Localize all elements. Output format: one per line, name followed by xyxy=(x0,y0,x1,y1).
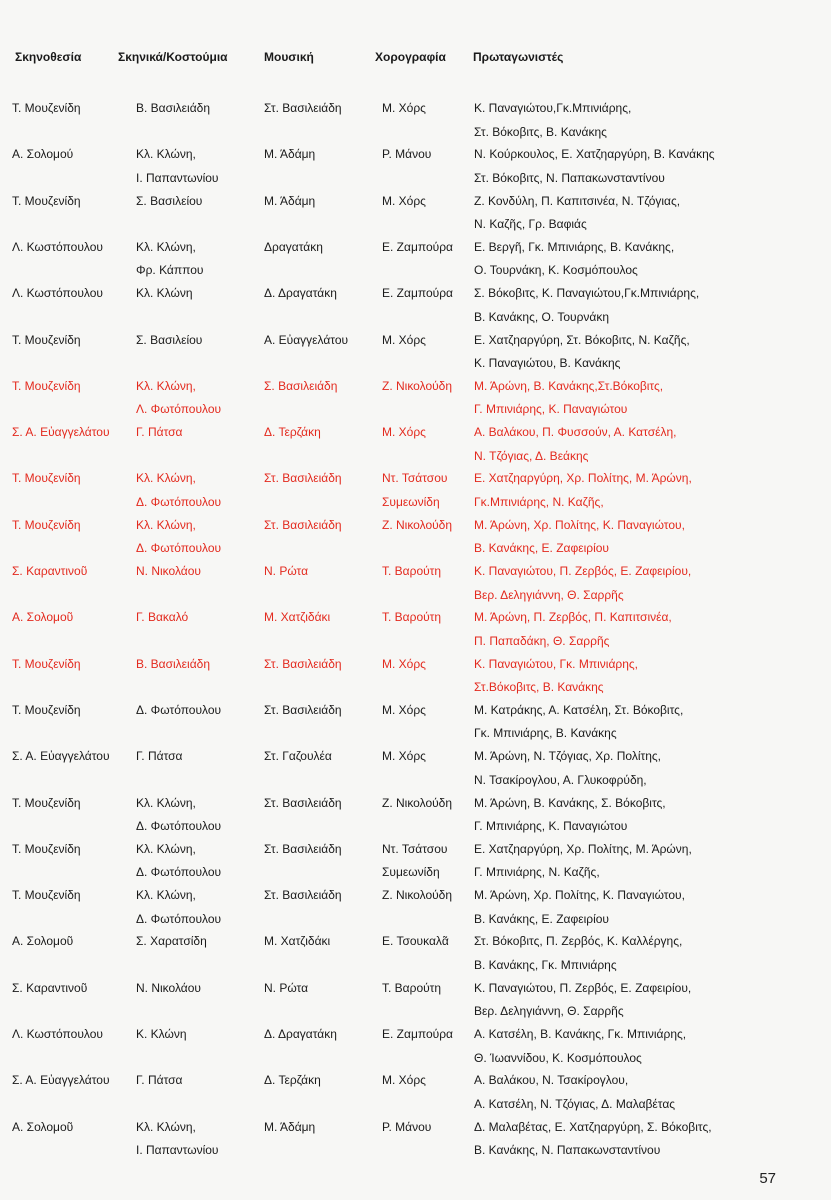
music-cell xyxy=(264,375,376,399)
music-cell xyxy=(264,1116,376,1140)
cast-cell xyxy=(474,514,794,561)
cell-line: Μ. Άρώνη, Π. Ζερβός, Π. Καπιτσινέα, xyxy=(474,610,672,625)
cell-line: Τ. Μουζενίδη xyxy=(12,795,81,810)
cell-line: Α. Σολομοῦ xyxy=(12,610,74,625)
cell-line: Λ. Κωστόπουλου xyxy=(12,239,103,254)
cell-line: Στ. Βασιλειάδη xyxy=(264,517,342,532)
cell-line: Κ. Παναγιώτου, Β. Κανάκης xyxy=(474,356,621,370)
choreography-cell xyxy=(382,97,472,121)
table-row xyxy=(0,838,831,884)
cast-cell xyxy=(474,930,794,977)
director-cell xyxy=(12,884,130,908)
cast-cell xyxy=(474,375,794,422)
sets-cell xyxy=(136,838,258,885)
table-row xyxy=(0,1069,831,1115)
cell-line: Β. Κανάκης, Ο. Τουρνάκη xyxy=(474,309,609,324)
music-cell xyxy=(264,143,376,167)
music-cell xyxy=(264,977,376,1001)
cell-line: Ε. Χατζηαργύρη, Χρ. Πολίτης, Μ. Άρώνη, xyxy=(474,841,692,856)
music-cell xyxy=(264,930,376,954)
table-row xyxy=(0,745,831,791)
cell-line: Ζ. Νικολούδη xyxy=(382,888,453,903)
director-cell xyxy=(12,190,130,214)
music-cell xyxy=(264,329,376,353)
cast-cell xyxy=(474,1023,794,1070)
sets-cell xyxy=(136,143,258,190)
cell-line: Β. Κανάκης, Ν. Παπακωνσταντίνου xyxy=(474,1143,661,1158)
cell-line: Α. Σολομού xyxy=(12,147,74,162)
cell-line: Τ. Μουζενίδη xyxy=(12,378,81,393)
table-row xyxy=(0,884,831,930)
choreography-cell xyxy=(382,1023,472,1047)
table-row xyxy=(0,143,831,189)
choreography-cell xyxy=(382,143,472,167)
cell-line: Στ. Βασιλειάδη xyxy=(264,841,342,856)
cell-line: Στ. Βασιλειάδη xyxy=(264,702,342,717)
cell-line: Γ. Πάτσα xyxy=(136,1073,183,1088)
choreography-cell xyxy=(382,560,472,584)
cell-line: Γκ.Μπινιάρης, Ν. Καζῆς, xyxy=(474,494,604,509)
table-row xyxy=(0,97,831,143)
cell-line: Ζ. Νικολούδη xyxy=(382,378,453,393)
cell-line: Σ. Καραντινοῦ xyxy=(12,980,88,995)
header-sets: Σκηνικά/Κοστούμια xyxy=(118,50,228,64)
sets-cell xyxy=(136,977,258,1001)
music-cell xyxy=(264,560,376,584)
cell-line: Στ. Βόκοβιτς, Π. Ζερβός, Κ. Καλλέργης, xyxy=(474,934,683,949)
cast-cell xyxy=(474,977,794,1024)
cell-line: Μ. Άρώνη, Ν. Τζόγιας, Χρ. Πολίτης, xyxy=(474,749,662,764)
cast-cell xyxy=(474,653,794,700)
cell-line: Α. Κατσέλη, Ν. Τζόγιας, Δ. Μαλαβέτας xyxy=(474,1096,676,1111)
table-row xyxy=(0,190,831,236)
cell-line: Ν. Τζόγιας, Δ. Βεάκης xyxy=(474,448,589,463)
cell-line: Β. Βασιλειάδη xyxy=(136,101,210,115)
cell-line: Λ. Κωστόπουλου xyxy=(12,286,103,301)
cell-line: Μ. Άρώνη, Β. Κανάκης, Σ. Βόκοβιτς, xyxy=(474,795,666,810)
choreography-cell xyxy=(382,1116,472,1140)
cell-line: Γ. Πάτσα xyxy=(136,425,183,440)
cell-line: Φρ. Κάππου xyxy=(136,263,204,278)
table-row xyxy=(0,329,831,375)
cell-line: Ε. Τσουκαλᾶ xyxy=(382,934,449,949)
sets-cell xyxy=(136,1069,258,1093)
cell-line: Ε. Ζαμπούρα xyxy=(382,239,453,254)
sets-cell xyxy=(136,329,258,353)
choreography-cell xyxy=(382,699,472,723)
cell-line: Σ. Βασιλείου xyxy=(136,193,203,208)
sets-cell xyxy=(136,375,258,422)
cell-line: Ε. Ζαμπούρα xyxy=(382,286,453,301)
cell-line: Μ. Άρώνη, Χρ. Πολίτης, Κ. Παναγιώτου, xyxy=(474,888,685,903)
cell-line: Α. Κατσέλη, Β. Κανάκης, Γκ. Μπινιάρης, xyxy=(474,1027,687,1041)
cell-line: Ντ. Τσάτσου xyxy=(382,841,448,856)
music-cell xyxy=(264,838,376,862)
cell-line: Στ. Βασιλειάδη xyxy=(264,101,342,115)
cell-line: Δ. Μαλαβέτας, Ε. Χατζηαργύρη, Σ. Βόκοβιτς, xyxy=(474,1119,712,1134)
cell-line: Κλ. Κλώνη, xyxy=(136,1119,196,1134)
table-row xyxy=(0,606,831,652)
cell-line: Μ. Χόρς xyxy=(382,425,426,440)
music-cell xyxy=(264,421,376,445)
cell-line: Τ. Βαρούτη xyxy=(382,980,442,995)
cell-line: Στ. Βασιλειάδη xyxy=(264,471,342,486)
cell-line: Τ. Βαρούτη xyxy=(382,610,442,625)
cell-line: Σ. Βασιλειάδη xyxy=(264,378,338,393)
choreography-cell xyxy=(382,282,472,306)
table-row xyxy=(0,1116,831,1162)
cast-cell xyxy=(474,143,794,190)
cell-line: Μ. Άδάμη xyxy=(264,1119,316,1134)
choreography-cell xyxy=(382,792,472,816)
cell-line: Ν. Ρώτα xyxy=(264,980,309,995)
sets-cell xyxy=(136,282,258,306)
table-row xyxy=(0,467,831,513)
cell-line: Λ. Κωστόπουλου xyxy=(12,1027,103,1041)
cell-line: Κλ. Κλώνη, xyxy=(136,147,196,162)
director-cell xyxy=(12,329,130,353)
sets-cell xyxy=(136,1023,258,1047)
director-cell xyxy=(12,653,130,677)
sets-cell xyxy=(136,467,258,514)
choreography-cell xyxy=(382,653,472,677)
cast-cell xyxy=(474,838,794,885)
cell-line: Ε. Ζαμπούρα xyxy=(382,1027,453,1041)
cell-line: Ι. Παπαντωνίου xyxy=(136,170,219,185)
sets-cell xyxy=(136,792,258,839)
cell-line: Δ. Φωτόπουλου xyxy=(136,702,222,717)
header-director: Σκηνοθεσία xyxy=(15,50,82,64)
director-cell xyxy=(12,467,130,491)
sets-cell xyxy=(136,653,258,677)
table-row xyxy=(0,560,831,606)
sets-cell xyxy=(136,1116,258,1163)
cast-cell xyxy=(474,282,794,329)
cast-cell xyxy=(474,699,794,746)
cell-line: Γ. Μπινιάρης, Κ. Παναγιώτου xyxy=(474,402,628,417)
cell-line: Στ. Γαζουλέα xyxy=(264,749,332,764)
sets-cell xyxy=(136,606,258,630)
sets-cell xyxy=(136,236,258,283)
cell-line: Ζ. Κονδύλη, Π. Καπιτσινέα, Ν. Τζόγιας, xyxy=(474,193,681,208)
cell-line: Τ. Μουζενίδη xyxy=(12,656,81,671)
cell-line: Ν. Κούρκουλος, Ε. Χατζηαργύρη, Β. Κανάκης xyxy=(474,147,715,162)
cell-line: Σ. Α. Εὐαγγελάτου xyxy=(12,425,110,440)
cell-line: Π. Παπαδάκη, Θ. Σαρρῆς xyxy=(474,633,610,648)
director-cell xyxy=(12,838,130,862)
music-cell xyxy=(264,514,376,538)
director-cell xyxy=(12,375,130,399)
cell-line: Τ. Μουζενίδη xyxy=(12,841,81,856)
cell-line: Κλ. Κλώνη xyxy=(136,286,193,301)
table-row xyxy=(0,977,831,1023)
cell-line: Ν. Καζῆς, Γρ. Βαφιάς xyxy=(474,217,587,232)
table-row xyxy=(0,930,831,976)
table-row xyxy=(0,421,831,467)
cell-line: Σ. Α. Εὐαγγελάτου xyxy=(12,749,110,764)
music-cell xyxy=(264,236,376,260)
cell-line: Στ. Βασιλειάδη xyxy=(264,888,342,903)
cell-line: Σ. Βόκοβιτς, Κ. Παναγιώτου,Γκ.Μπινιάρης, xyxy=(474,286,700,301)
cell-line: Στ. Βασιλειάδη xyxy=(264,795,342,810)
cast-cell xyxy=(474,884,794,931)
cell-line: Κλ. Κλώνη, xyxy=(136,841,196,856)
cell-line: Ε. Βεργῆ, Γκ. Μπινιάρης, Β. Κανάκης, xyxy=(474,239,675,254)
cell-line: Τ. Μουζενίδη xyxy=(12,101,81,115)
cell-line: Κ. Παναγιώτου, Π. Ζερβός, Ε. Ζαφειρίου, xyxy=(474,564,692,578)
cell-line: Μ. Χόρς xyxy=(382,656,426,671)
sets-cell xyxy=(136,190,258,214)
cell-line: Μ. Χατζιδάκι xyxy=(264,934,331,949)
sets-cell xyxy=(136,97,258,121)
cell-line: Ζ. Νικολούδη xyxy=(382,795,453,810)
cell-line: Α. Βαλάκου, Π. Φυσσούν, Α. Κατσέλη, xyxy=(474,425,677,440)
cell-line: Κλ. Κλώνη, xyxy=(136,795,196,810)
cell-line: Μ. Άρώνη, Χρ. Πολίτης, Κ. Παναγιώτου, xyxy=(474,517,685,532)
cell-line: Τ. Μουζενίδη xyxy=(12,193,81,208)
choreography-cell xyxy=(382,745,472,769)
cell-line: Ι. Παπαντωνίου xyxy=(136,1143,219,1158)
cell-line: Κ. Παναγιώτου, Π. Ζερβός, Ε. Ζαφειρίου, xyxy=(474,980,692,995)
cell-line: Βερ. Δεληγιάννη, Θ. Σαρρῆς xyxy=(474,587,624,602)
music-cell xyxy=(264,653,376,677)
choreography-cell xyxy=(382,421,472,445)
choreography-cell xyxy=(382,838,472,885)
director-cell xyxy=(12,1116,130,1140)
cell-line: Σ. Βασιλείου xyxy=(136,332,203,347)
director-cell xyxy=(12,514,130,538)
cell-line: Ρ. Μάνου xyxy=(382,1119,432,1134)
cell-line: Β. Κανάκης, Ε. Ζαφειρίου xyxy=(474,541,609,556)
cell-line: Τ. Βαρούτη xyxy=(382,564,442,578)
table-row xyxy=(0,514,831,560)
cast-cell xyxy=(474,1069,794,1116)
cell-line: Μ. Χατζιδάκι xyxy=(264,610,331,625)
choreography-cell xyxy=(382,884,472,908)
choreography-cell xyxy=(382,514,472,538)
music-cell xyxy=(264,190,376,214)
cell-line: Ε. Χατζηαργύρη, Χρ. Πολίτης, Μ. Άρώνη, xyxy=(474,471,692,486)
cell-line: Β. Κανάκης, Γκ. Μπινιάρης xyxy=(474,957,617,972)
cell-line: Γ. Μπινιάρης, Κ. Παναγιώτου xyxy=(474,819,628,833)
music-cell xyxy=(264,745,376,769)
cast-cell xyxy=(474,190,794,237)
cell-line: Δ. Τερζάκη xyxy=(264,1073,321,1088)
cell-line: Μ. Κατράκης, Α. Κατσέλη, Στ. Βόκοβιτς, xyxy=(474,702,684,717)
director-cell xyxy=(12,1023,130,1047)
director-cell xyxy=(12,236,130,260)
director-cell xyxy=(12,745,130,769)
cast-cell xyxy=(474,236,794,283)
cell-line: Δ. Φωτόπουλου xyxy=(136,911,222,926)
music-cell xyxy=(264,1069,376,1093)
choreography-cell xyxy=(382,977,472,1001)
cell-line: Α. Σολομοῦ xyxy=(12,934,74,949)
director-cell xyxy=(12,1069,130,1093)
table-row xyxy=(0,375,831,421)
music-cell xyxy=(264,792,376,816)
sets-cell xyxy=(136,930,258,954)
sets-cell xyxy=(136,745,258,769)
cast-cell xyxy=(474,97,794,144)
sets-cell xyxy=(136,560,258,584)
cell-line: Μ. Χόρς xyxy=(382,1073,426,1088)
sets-cell xyxy=(136,884,258,931)
cell-line: Συμεωνίδη xyxy=(382,494,440,509)
cell-line: Μ. Χόρς xyxy=(382,702,426,717)
cell-line: Τ. Μουζενίδη xyxy=(12,517,81,532)
director-cell xyxy=(12,606,130,630)
choreography-cell xyxy=(382,930,472,954)
music-cell xyxy=(264,606,376,630)
cast-cell xyxy=(474,1116,794,1163)
cell-line: Συμεωνίδη xyxy=(382,865,440,880)
music-cell xyxy=(264,884,376,908)
cell-line: Κλ. Κλώνη, xyxy=(136,378,196,393)
cell-line: Τ. Μουζενίδη xyxy=(12,888,81,903)
choreography-cell xyxy=(382,375,472,399)
cell-line: Γ. Βακαλό xyxy=(136,610,189,625)
choreography-cell xyxy=(382,236,472,260)
header-cast: Πρωταγωνιστές xyxy=(473,50,564,64)
cell-line: Τ. Μουζενίδη xyxy=(12,332,81,347)
cell-line: Α. Σολομοῦ xyxy=(12,1119,74,1134)
table-row xyxy=(0,282,831,328)
sets-cell xyxy=(136,514,258,561)
cell-line: Δ. Δραγατάκη xyxy=(264,1027,337,1041)
table-row xyxy=(0,699,831,745)
cell-line: Βερ. Δεληγιάννη, Θ. Σαρρῆς xyxy=(474,1004,624,1019)
director-cell xyxy=(12,421,130,445)
cell-line: Γκ. Μπινιάρης, Β. Κανάκης xyxy=(474,726,617,741)
cell-line: Γ. Μπινιάρης, Ν. Καζῆς, xyxy=(474,865,600,880)
director-cell xyxy=(12,792,130,816)
cell-line: Μ. Χόρς xyxy=(382,749,426,764)
sets-cell xyxy=(136,421,258,445)
cast-cell xyxy=(474,606,794,653)
cell-line: Τ. Μουζενίδη xyxy=(12,702,81,717)
music-cell xyxy=(264,97,376,121)
cell-line: Θ. Ίωαννίδου, Κ. Κοσμόπουλος xyxy=(474,1050,642,1065)
cell-line: Δ. Φωτόπουλου xyxy=(136,541,222,556)
cast-cell xyxy=(474,560,794,607)
cell-line: Β. Κανάκης, Ε. Ζαφειρίου xyxy=(474,911,609,926)
cell-line: Κλ. Κλώνη, xyxy=(136,239,196,254)
director-cell xyxy=(12,560,130,584)
page-number: 57 xyxy=(759,1170,776,1187)
cell-line: Μ. Άδάμη xyxy=(264,147,316,162)
music-cell xyxy=(264,282,376,306)
cell-line: Δ. Δραγατάκη xyxy=(264,286,337,301)
cell-line: Ο. Τουρνάκη, Κ. Κοσμόπουλος xyxy=(474,263,638,278)
choreography-cell xyxy=(382,606,472,630)
cell-line: Δ. Φωτόπουλου xyxy=(136,865,222,880)
cell-line: Τ. Μουζενίδη xyxy=(12,471,81,486)
table-row xyxy=(0,653,831,699)
cell-line: Λ. Φωτόπουλου xyxy=(136,402,222,417)
cell-line: Κ. Παναγιώτου, Γκ. Μπινιάρης, xyxy=(474,656,638,671)
cell-line: Σ. Χαρατσίδη xyxy=(136,934,207,949)
cell-line: Κ. Κλώνη xyxy=(136,1027,187,1041)
cell-line: Στ. Βόκοβιτς, Ν. Παπακωνσταντίνου xyxy=(474,170,665,185)
sets-cell xyxy=(136,699,258,723)
director-cell xyxy=(12,282,130,306)
cell-line: Μ. Χόρς xyxy=(382,101,426,115)
cast-cell xyxy=(474,792,794,839)
cell-line: Στ.Βόκοβιτς, Β. Κανάκης xyxy=(474,680,604,695)
director-cell xyxy=(12,699,130,723)
cell-line: Σ. Α. Εὐαγγελάτου xyxy=(12,1073,110,1088)
cast-cell xyxy=(474,329,794,376)
cell-line: Στ. Βόκοβιτς, Β. Κανάκης xyxy=(474,124,607,139)
table-row xyxy=(0,236,831,282)
choreography-cell xyxy=(382,1069,472,1093)
cell-line: Μ. Άδάμη xyxy=(264,193,316,208)
cell-line: Ε. Χατζηαργύρη, Στ. Βόκοβιτς, Ν. Καζῆς, xyxy=(474,332,690,347)
cast-cell xyxy=(474,421,794,468)
cell-line: Μ. Χόρς xyxy=(382,193,426,208)
cell-line: Μ. Άρώνη, Β. Κανάκης,Στ.Βόκοβιτς, xyxy=(474,378,664,393)
cell-line: Ρ. Μάνου xyxy=(382,147,432,162)
cell-line: Α. Εὐαγγελάτου xyxy=(264,332,349,347)
choreography-cell xyxy=(382,329,472,353)
header-choreo: Χορογραφία xyxy=(375,50,446,64)
cell-line: Κ. Παναγιώτου,Γκ.Μπινιάρης, xyxy=(474,101,632,115)
cell-line: Γ. Πάτσα xyxy=(136,749,183,764)
cell-line: Ντ. Τσάτσου xyxy=(382,471,448,486)
header-music: Μουσική xyxy=(264,50,314,64)
cell-line: Ν. Νικολάου xyxy=(136,564,201,578)
director-cell xyxy=(12,97,130,121)
cell-line: Ν. Τσακίρογλου, Α. Γλυκοφρύδη, xyxy=(474,772,647,787)
cell-line: Δ. Φωτόπουλου xyxy=(136,819,222,833)
cell-line: Α. Βαλάκου, Ν. Τσακίρογλου, xyxy=(474,1073,629,1088)
cell-line: Στ. Βασιλειάδη xyxy=(264,656,342,671)
cell-line: Δραγατάκη xyxy=(264,239,323,254)
cell-line: Δ. Τερζάκη xyxy=(264,425,321,440)
choreography-cell xyxy=(382,190,472,214)
director-cell xyxy=(12,143,130,167)
music-cell xyxy=(264,467,376,491)
table-row xyxy=(0,1023,831,1069)
cell-line: Ν. Ρώτα xyxy=(264,564,309,578)
cell-line: Κλ. Κλώνη, xyxy=(136,471,196,486)
music-cell xyxy=(264,699,376,723)
cell-line: Ν. Νικολάου xyxy=(136,980,201,995)
cell-line: Κλ. Κλώνη, xyxy=(136,517,196,532)
cell-line: Κλ. Κλώνη, xyxy=(136,888,196,903)
cell-line: Ζ. Νικολούδη xyxy=(382,517,453,532)
cell-line: Δ. Φωτόπουλου xyxy=(136,494,222,509)
cell-line: Β. Βασιλειάδη xyxy=(136,656,210,671)
cast-cell xyxy=(474,467,794,514)
cell-line: Μ. Χόρς xyxy=(382,332,426,347)
table-row xyxy=(0,792,831,838)
choreography-cell xyxy=(382,467,472,514)
cast-cell xyxy=(474,745,794,792)
director-cell xyxy=(12,977,130,1001)
cell-line: Σ. Καραντινοῦ xyxy=(12,564,88,578)
music-cell xyxy=(264,1023,376,1047)
director-cell xyxy=(12,930,130,954)
